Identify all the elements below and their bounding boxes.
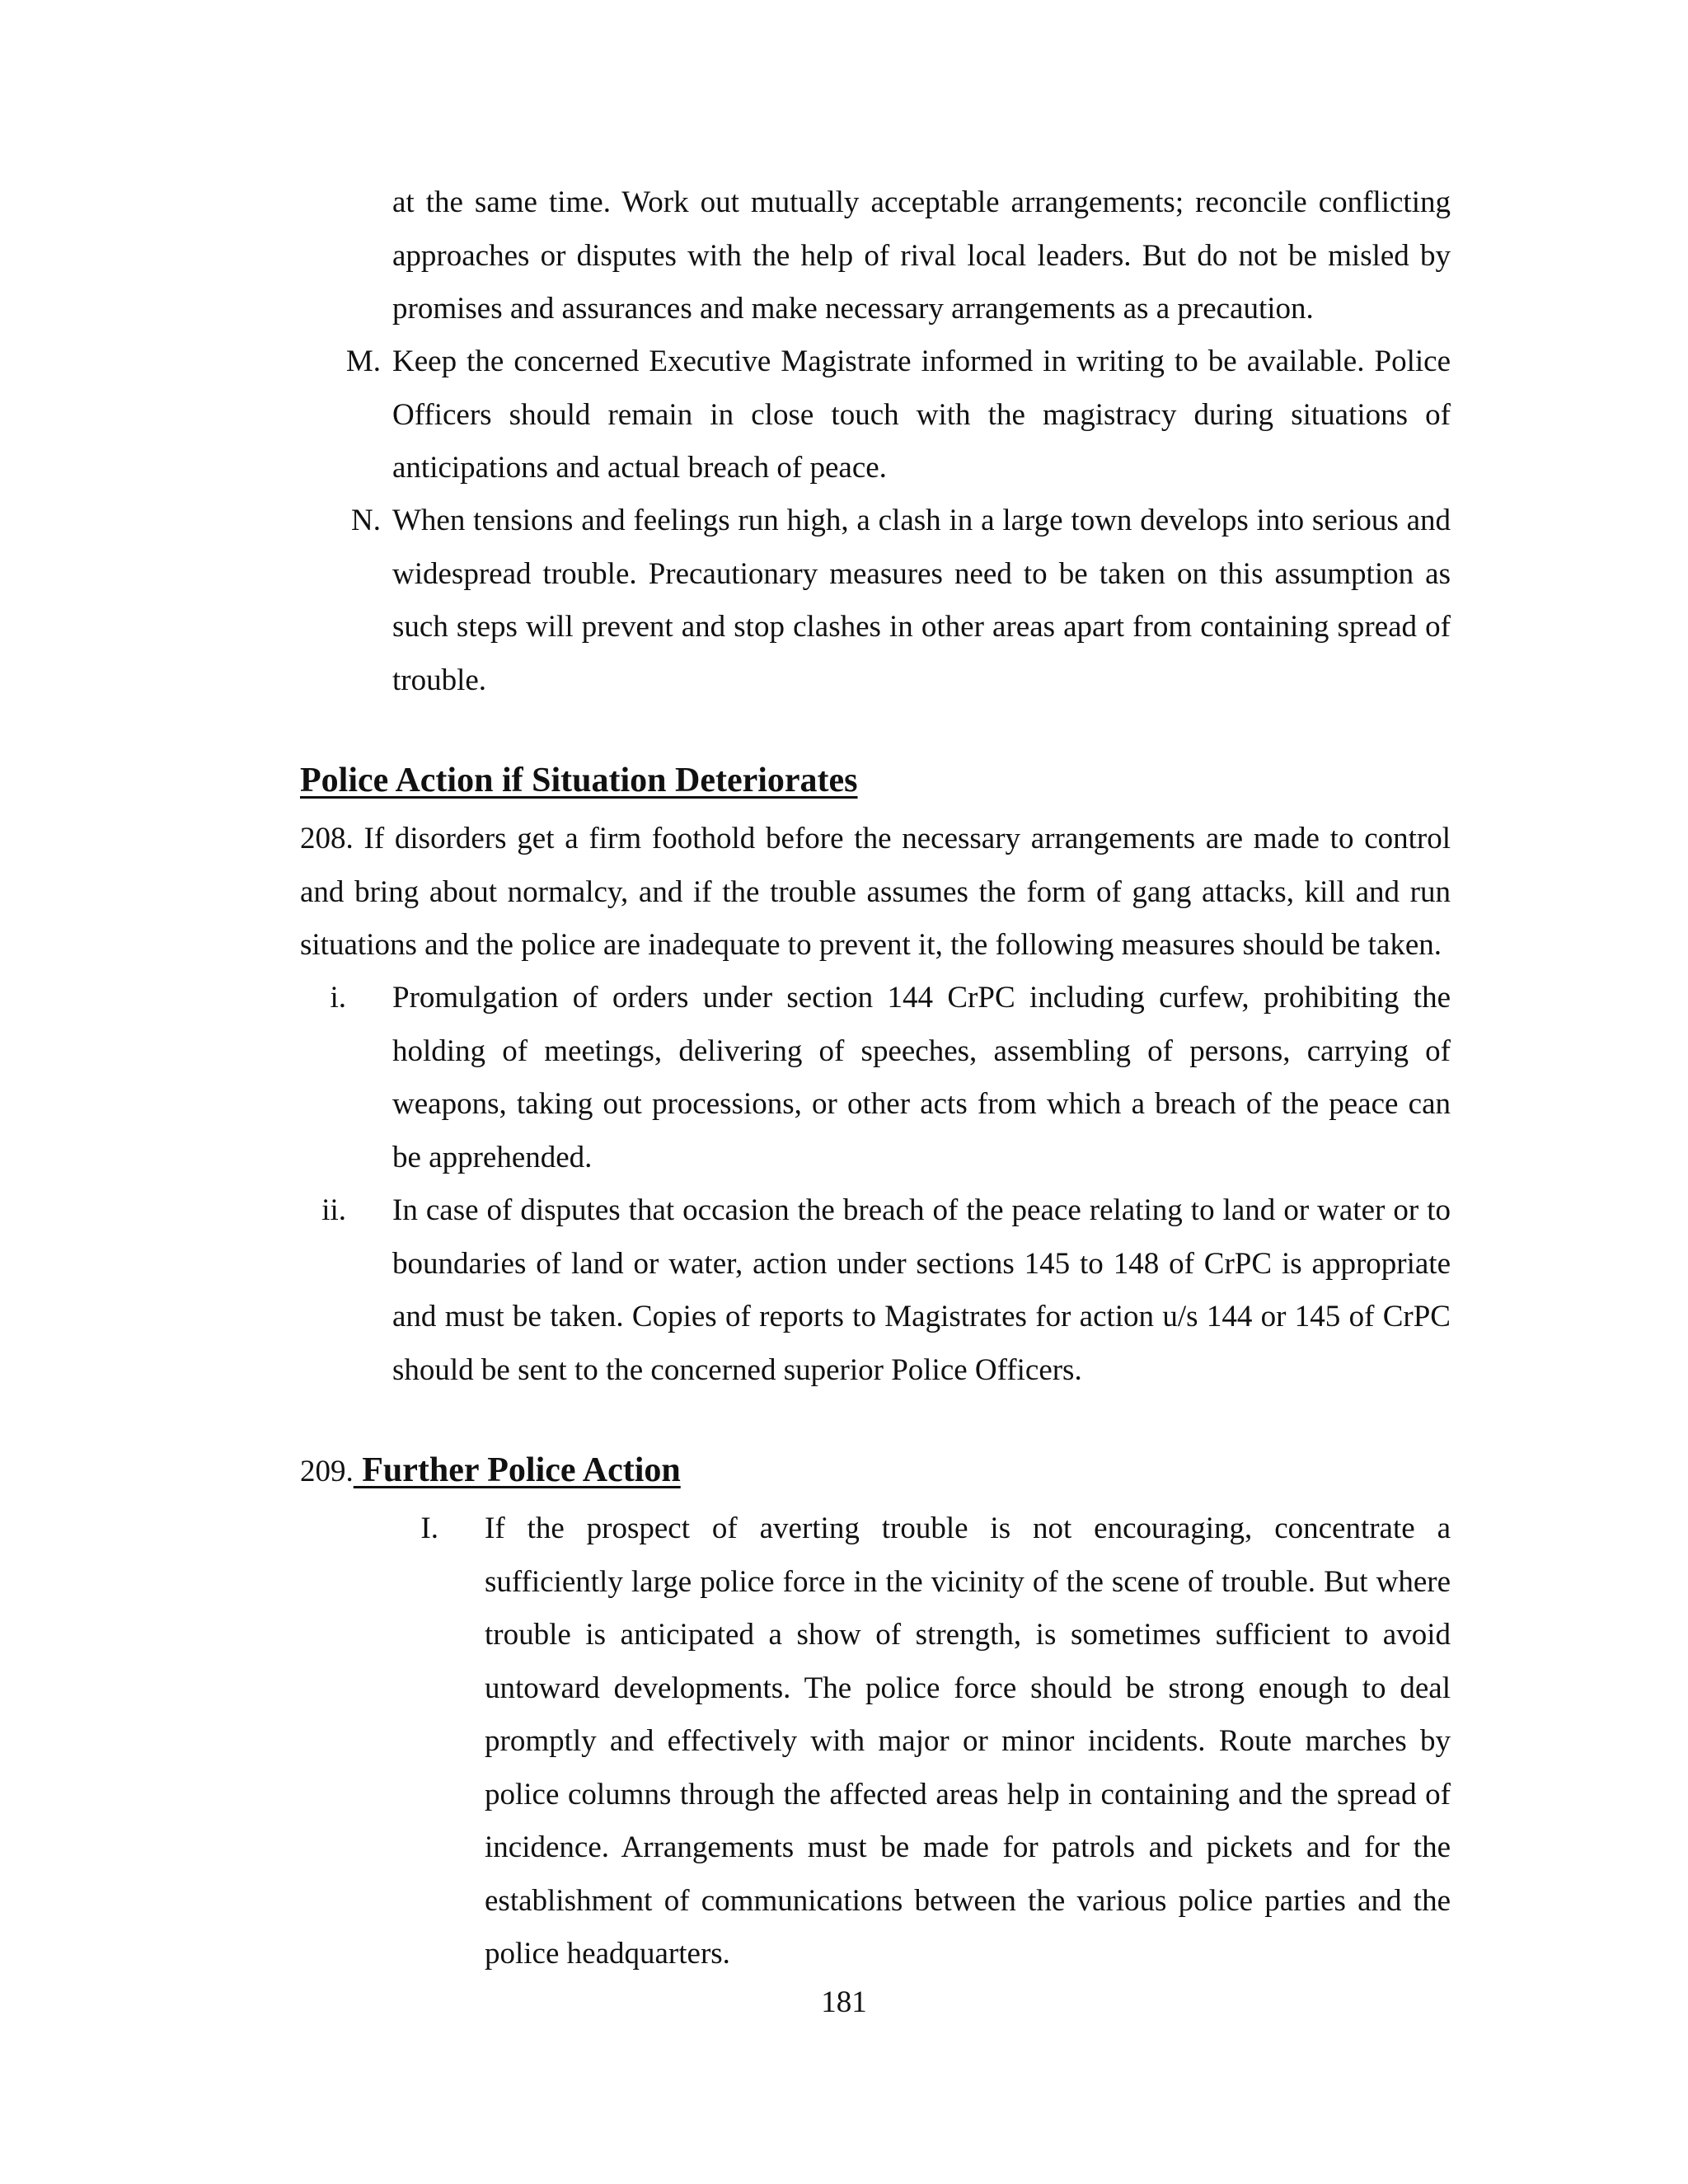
list-marker: I. <box>420 1511 438 1545</box>
continuation-paragraph <box>392 176 1451 336</box>
list-item-text: If the prospect of averting trouble is not encouraging, concentrate a sufficiently large police force in the vicinity of the scene of trouble. But where trouble is anticipated a show of strength, is sometimes sufficient to avoid untoward developments. The police force should be strong enough to deal promptly and effectively with major or minor incidents. Route marches by police columns through the affected areas help in containing and the spread of incidence. Arrangements must be made for patrols and pickets and for the establishment of communications between the various police parties and the police headquarters. <box>485 1511 1451 1971</box>
section-heading-208: Police Action if Situation Deteriorates <box>300 762 858 799</box>
list-item-ii <box>300 1184 1451 1397</box>
section-208-intro <box>300 813 1451 972</box>
list-marker: ii. <box>321 1193 346 1227</box>
section-heading-text: Further Police Action <box>353 1451 681 1489</box>
list-item-text: Promulgation of orders under section 144 CrPC including curfew, prohibiting the holding of meetings, delivering of speeches, assembling of persons, carrying of weapons, taking out processions, or other acts from which a breach of the peace can be apprehended. <box>392 981 1451 1174</box>
continuation-text: at the same time. Work out mutually acceptable arrangements; reconcile conflicting approaches or disputes with the help of rival local leaders. But do not be misled by promises and assurances and make necessary arrangements as a precaution. <box>392 185 1451 326</box>
section-208-intro-text: 208. If disorders get a firm foothold before the necessary arrangements are made to control and bring about normalcy, and if the trouble assumes the form of gang attacks, kill and run situations and the police are inadequate to prevent it, the following measures should be taken. <box>300 822 1451 962</box>
list-item-text: When tensions and feelings run high, a clash in a large town develops into serious and widespread trouble. Precautionary measures need to be taken on this assumption as such steps will prevent and stop clashes in other areas apart from containing spread of trouble. <box>392 504 1451 697</box>
list-item-I <box>392 1502 1451 1981</box>
list-marker: N. <box>351 504 381 537</box>
page-number: 181 <box>821 1985 867 2019</box>
section-number: 209. <box>300 1455 354 1488</box>
list-marker: i. <box>330 981 346 1015</box>
list-item-text: Keep the concerned Executive Magistrate informed in writing to be available. Police Officers should remain in close touch with the magistracy during situations of anticipations and actual breach of peace. <box>392 344 1451 485</box>
list-item-m <box>330 335 1451 495</box>
list-item-text: In case of disputes that occasion the breach of the peace relating to land or water or to boundaries of land or water, action under sections 145 to 148 of CrPC is appropriate and must be taken. Copies of reports to Magistrates for action u/s 144 or 145 of CrPC should be sent to the concerned superior Police Officers. <box>392 1193 1451 1387</box>
list-item-i <box>300 972 1451 1184</box>
list-marker: M. <box>345 344 381 378</box>
list-item-n <box>330 494 1451 707</box>
section-heading-209 <box>300 1444 1289 1499</box>
